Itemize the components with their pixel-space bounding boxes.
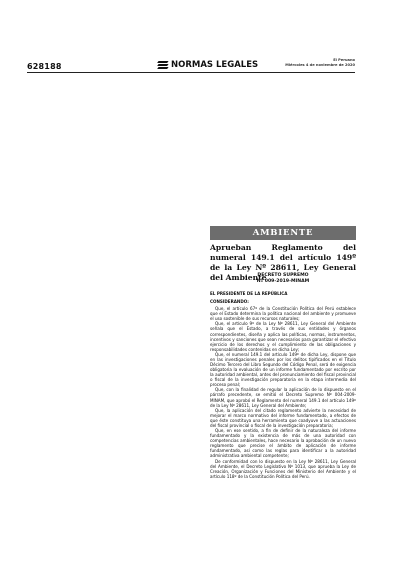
edition-info xyxy=(285,58,355,68)
document-body xyxy=(210,291,356,479)
decree-heading xyxy=(210,273,356,285)
paragraph-2: Que, el artículo 9º de la Ley Nº 28611, Ley General del Ambiente señala que el Estado, a través de sus entidades y órganos correspondientes, diseña y aplica las políticas, normas, instrumentos, incentivos y sanciones que sean necesarios para garantizar el efectivo ejercicio de los derechos y el cumplimiento de las obligaciones y responsabilidades contenidas en dicha Ley; xyxy=(210,321,356,352)
paragraph-5: Que, la aplicación del citado reglamento advierte la necesidad de mejorar el marco normativo del informe fundamentado, a efectos de que éste constituya una herramienta que coadyuve a las actuaciones del fiscal provincial o fiscal de la investigación preparatoria; xyxy=(210,407,356,428)
publication-header xyxy=(158,60,258,70)
header-rule xyxy=(27,72,355,73)
edition-date: Miércoles 4 de noviembre de 2020 xyxy=(285,63,355,67)
paragraph-6: Que, en ese sentido, a fin de definir de la naturaleza del informe fundamentado y la existencia de más de una autoridad con competencias ambientales, hace necesario la aprobación de un nuevo reglamento que precise el ámbito de aplicación de informe fundamentado, así como las reglas para identificar a la autoridad administrativa ambiental competente; xyxy=(210,428,356,459)
decree-type: DECRETO SUPREMO xyxy=(257,273,309,278)
paragraph-1: Que, el artículo 67º de la Constitución Política del Perú establece que el Estado determina la política nacional del ambiente y promueve el uso sostenible de sus recursos naturales; xyxy=(210,306,356,322)
normas-legales-logo-icon xyxy=(158,61,168,69)
decree-number: Nº 009-2019-MINAM xyxy=(256,279,310,284)
page-number: 628188 xyxy=(27,62,62,71)
paragraph-4: Que, con la finalidad de regular la aplicación de lo dispuesto en el párrafo precedente, se emitió el Decreto Supremo Nº 004-2009-MINAM, que aprobó el Reglamento del numeral 149.1 del artículo 149º de la Ley Nº 28611, Ley General del Ambiente; xyxy=(210,387,356,408)
section-label: AMBIENTE xyxy=(252,228,314,238)
paragraph-7: De conformidad con lo dispuesto en la Ley Nº 28611, Ley General del Ambiente, el Decreto Legislativo Nº 1013, que aprueba la Ley de Creación, Organización y Funciones del Ministerio del Ambiente y el artículo 118º de la Constitución Política del Perú. xyxy=(210,458,356,479)
document-title: Aprueban Reglamento del numeral 149.1 del artículo 149º de la Ley Nº 28611, Ley General del Ambiente xyxy=(210,243,356,282)
section-banner xyxy=(210,226,356,240)
paragraph-3: Que, el numeral 149.1 del artículo 149º de dicha Ley, dispone que en las investigaciones penales por los delitos tipificados en el Título Décimo Tercero del Libro Segundo del Código Penal, será de exigencia obligatoria la evaluación de un informe fundamentado por escrito por la autoridad ambiental, antes del pronunciamiento del fiscal provincial o fiscal de la investigación preparatoria en la etapa intermedia del proceso penal; xyxy=(210,351,356,388)
president-line: EL PRESIDENTE DE LA REPÚBLICA xyxy=(210,291,288,296)
newspaper-name: El Peruano xyxy=(333,58,355,62)
considering-heading: CONSIDERANDO: xyxy=(210,299,249,305)
publication-name: NORMAS LEGALES xyxy=(171,60,259,70)
